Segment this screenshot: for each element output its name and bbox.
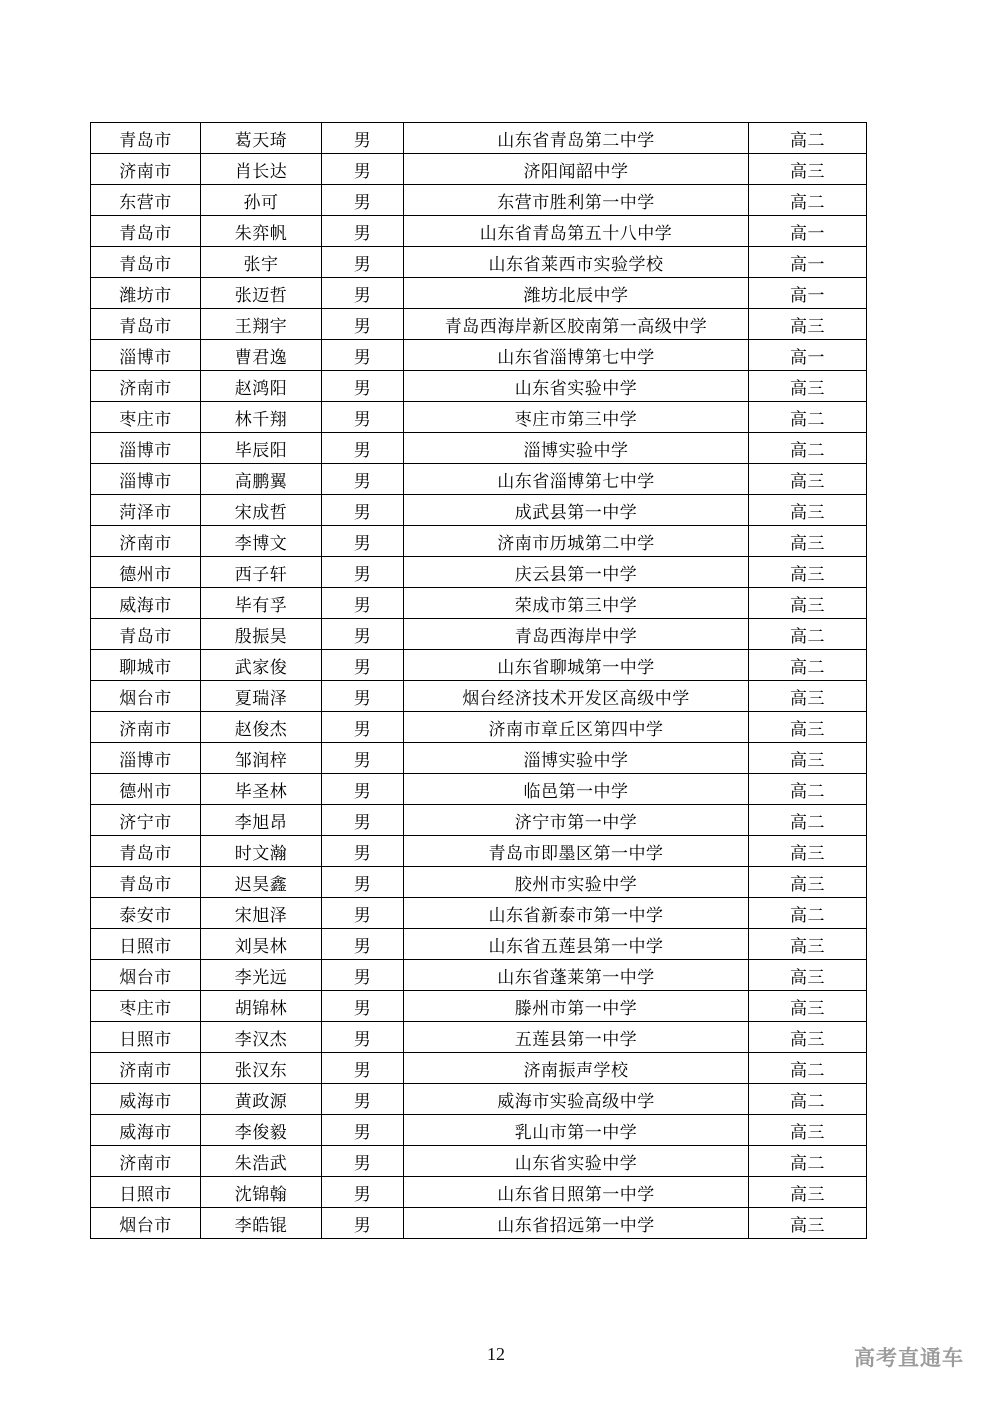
table-row [91, 123, 867, 154]
gender-cell: 男 [322, 1177, 404, 1208]
gender-cell: 男 [322, 278, 404, 309]
school-cell: 乳山市第一中学 [404, 1115, 749, 1146]
school-cell: 临邑第一中学 [404, 774, 749, 805]
name-cell: 李博文 [201, 526, 322, 557]
city-cell: 烟台市 [91, 960, 201, 991]
gender-cell: 男 [322, 309, 404, 340]
table-row [91, 371, 867, 402]
name-cell: 赵鸿阳 [201, 371, 322, 402]
gender-cell: 男 [322, 464, 404, 495]
school-cell: 山东省青岛第五十八中学 [404, 216, 749, 247]
grade-cell: 高二 [749, 898, 867, 929]
grade-cell: 高二 [749, 402, 867, 433]
name-cell: 胡锦林 [201, 991, 322, 1022]
grade-cell: 高二 [749, 1053, 867, 1084]
city-cell: 济南市 [91, 1053, 201, 1084]
gender-cell: 男 [322, 123, 404, 154]
city-cell: 泰安市 [91, 898, 201, 929]
grade-cell: 高三 [749, 154, 867, 185]
school-cell: 青岛西海岸中学 [404, 619, 749, 650]
name-cell: 刘昊林 [201, 929, 322, 960]
grade-cell: 高三 [749, 1022, 867, 1053]
school-cell: 山东省新泰市第一中学 [404, 898, 749, 929]
table-row [91, 836, 867, 867]
grade-cell: 高三 [749, 1208, 867, 1239]
name-cell: 李光远 [201, 960, 322, 991]
grade-cell: 高一 [749, 216, 867, 247]
table-row [91, 433, 867, 464]
grade-cell: 高三 [749, 464, 867, 495]
city-cell: 烟台市 [91, 681, 201, 712]
city-cell: 东营市 [91, 185, 201, 216]
name-cell: 时文瀚 [201, 836, 322, 867]
city-cell: 青岛市 [91, 123, 201, 154]
school-cell: 山东省青岛第二中学 [404, 123, 749, 154]
gender-cell: 男 [322, 1084, 404, 1115]
school-cell: 山东省聊城第一中学 [404, 650, 749, 681]
grade-cell: 高二 [749, 433, 867, 464]
name-cell: 黄政源 [201, 1084, 322, 1115]
name-cell: 张迈哲 [201, 278, 322, 309]
city-cell: 德州市 [91, 774, 201, 805]
school-cell: 庆云县第一中学 [404, 557, 749, 588]
school-cell: 济宁市第一中学 [404, 805, 749, 836]
grade-cell: 高三 [749, 991, 867, 1022]
grade-cell: 高三 [749, 371, 867, 402]
city-cell: 威海市 [91, 1084, 201, 1115]
table-row [91, 619, 867, 650]
school-cell: 济南市历城第二中学 [404, 526, 749, 557]
name-cell: 孙可 [201, 185, 322, 216]
name-cell: 西子轩 [201, 557, 322, 588]
school-cell: 山东省日照第一中学 [404, 1177, 749, 1208]
school-cell: 山东省蓬莱第一中学 [404, 960, 749, 991]
city-cell: 济南市 [91, 712, 201, 743]
gender-cell: 男 [322, 681, 404, 712]
name-cell: 李汉杰 [201, 1022, 322, 1053]
grade-cell: 高三 [749, 867, 867, 898]
city-cell: 枣庄市 [91, 402, 201, 433]
gender-cell: 男 [322, 1146, 404, 1177]
table-row [91, 278, 867, 309]
grade-cell: 高三 [749, 588, 867, 619]
table-row [91, 1146, 867, 1177]
school-cell: 山东省招远第一中学 [404, 1208, 749, 1239]
grade-cell: 高二 [749, 123, 867, 154]
school-cell: 山东省实验中学 [404, 1146, 749, 1177]
name-cell: 宋旭泽 [201, 898, 322, 929]
name-cell: 邹润梓 [201, 743, 322, 774]
table-row [91, 1053, 867, 1084]
table-row [91, 1022, 867, 1053]
city-cell: 德州市 [91, 557, 201, 588]
gender-cell: 男 [322, 805, 404, 836]
grade-cell: 高三 [749, 309, 867, 340]
school-cell: 五莲县第一中学 [404, 1022, 749, 1053]
school-cell: 荣成市第三中学 [404, 588, 749, 619]
table-row [91, 309, 867, 340]
gender-cell: 男 [322, 154, 404, 185]
city-cell: 济南市 [91, 1146, 201, 1177]
table-row [91, 402, 867, 433]
gender-cell: 男 [322, 743, 404, 774]
table-row [91, 681, 867, 712]
table-row [91, 216, 867, 247]
school-cell: 济阳闻韶中学 [404, 154, 749, 185]
grade-cell: 高二 [749, 1084, 867, 1115]
grade-cell: 高一 [749, 278, 867, 309]
name-cell: 肖长达 [201, 154, 322, 185]
watermark-logo: 高考直通车 [854, 1347, 964, 1370]
name-cell: 迟昊鑫 [201, 867, 322, 898]
table-row [91, 588, 867, 619]
table-row [91, 650, 867, 681]
name-cell: 赵俊杰 [201, 712, 322, 743]
table-row [91, 526, 867, 557]
name-cell: 李皓锟 [201, 1208, 322, 1239]
grade-cell: 高一 [749, 340, 867, 371]
name-cell: 毕有孚 [201, 588, 322, 619]
gender-cell: 男 [322, 991, 404, 1022]
city-cell: 潍坊市 [91, 278, 201, 309]
city-cell: 威海市 [91, 588, 201, 619]
grade-cell: 高三 [749, 526, 867, 557]
gender-cell: 男 [322, 774, 404, 805]
school-cell: 枣庄市第三中学 [404, 402, 749, 433]
city-cell: 济南市 [91, 154, 201, 185]
table-row [91, 805, 867, 836]
city-cell: 青岛市 [91, 867, 201, 898]
school-cell: 滕州市第一中学 [404, 991, 749, 1022]
school-cell: 山东省淄博第七中学 [404, 464, 749, 495]
gender-cell: 男 [322, 402, 404, 433]
name-cell: 张宇 [201, 247, 322, 278]
gender-cell: 男 [322, 340, 404, 371]
table-row [91, 898, 867, 929]
grade-cell: 高三 [749, 557, 867, 588]
grade-cell: 高三 [749, 495, 867, 526]
table-row [91, 991, 867, 1022]
name-cell: 沈锦翰 [201, 1177, 322, 1208]
city-cell: 菏泽市 [91, 495, 201, 526]
school-cell: 成武县第一中学 [404, 495, 749, 526]
gender-cell: 男 [322, 216, 404, 247]
name-cell: 毕辰阳 [201, 433, 322, 464]
name-cell: 毕圣林 [201, 774, 322, 805]
table-row [91, 1177, 867, 1208]
school-cell: 山东省实验中学 [404, 371, 749, 402]
city-cell: 威海市 [91, 1115, 201, 1146]
name-cell: 李俊毅 [201, 1115, 322, 1146]
gender-cell: 男 [322, 867, 404, 898]
school-cell: 山东省淄博第七中学 [404, 340, 749, 371]
city-cell: 济南市 [91, 526, 201, 557]
gender-cell: 男 [322, 650, 404, 681]
table-row [91, 743, 867, 774]
grade-cell: 高二 [749, 185, 867, 216]
gender-cell: 男 [322, 526, 404, 557]
grade-cell: 高一 [749, 247, 867, 278]
city-cell: 日照市 [91, 1177, 201, 1208]
school-cell: 青岛西海岸新区胶南第一高级中学 [404, 309, 749, 340]
table-row [91, 867, 867, 898]
name-cell: 武家俊 [201, 650, 322, 681]
gender-cell: 男 [322, 433, 404, 464]
table-body [91, 123, 867, 1239]
grade-cell: 高三 [749, 681, 867, 712]
grade-cell: 高三 [749, 960, 867, 991]
city-cell: 青岛市 [91, 619, 201, 650]
table-row [91, 929, 867, 960]
grade-cell: 高三 [749, 743, 867, 774]
table-row [91, 1208, 867, 1239]
gender-cell: 男 [322, 929, 404, 960]
name-cell: 曹君逸 [201, 340, 322, 371]
city-cell: 济南市 [91, 371, 201, 402]
name-cell: 张汉东 [201, 1053, 322, 1084]
table-row [91, 1115, 867, 1146]
school-cell: 山东省五莲县第一中学 [404, 929, 749, 960]
gender-cell: 男 [322, 712, 404, 743]
gender-cell: 男 [322, 247, 404, 278]
gender-cell: 男 [322, 1115, 404, 1146]
grade-cell: 高三 [749, 712, 867, 743]
grade-cell: 高二 [749, 650, 867, 681]
city-cell: 青岛市 [91, 309, 201, 340]
city-cell: 淄博市 [91, 340, 201, 371]
name-cell: 朱浩武 [201, 1146, 322, 1177]
name-cell: 葛天琦 [201, 123, 322, 154]
student-roster-table [90, 122, 867, 1239]
name-cell: 高鹏翼 [201, 464, 322, 495]
grade-cell: 高二 [749, 774, 867, 805]
gender-cell: 男 [322, 1022, 404, 1053]
school-cell: 济南市章丘区第四中学 [404, 712, 749, 743]
name-cell: 李旭昂 [201, 805, 322, 836]
gender-cell: 男 [322, 836, 404, 867]
table-row [91, 495, 867, 526]
page-number: 12 [487, 1344, 505, 1364]
table-row [91, 185, 867, 216]
school-cell: 山东省莱西市实验学校 [404, 247, 749, 278]
grade-cell: 高二 [749, 805, 867, 836]
gender-cell: 男 [322, 495, 404, 526]
grade-cell: 高二 [749, 619, 867, 650]
city-cell: 淄博市 [91, 464, 201, 495]
gender-cell: 男 [322, 619, 404, 650]
school-cell: 烟台经济技术开发区高级中学 [404, 681, 749, 712]
table-row [91, 557, 867, 588]
gender-cell: 男 [322, 557, 404, 588]
gender-cell: 男 [322, 960, 404, 991]
table-row [91, 247, 867, 278]
city-cell: 青岛市 [91, 836, 201, 867]
city-cell: 济宁市 [91, 805, 201, 836]
city-cell: 青岛市 [91, 216, 201, 247]
name-cell: 宋成哲 [201, 495, 322, 526]
name-cell: 夏瑞泽 [201, 681, 322, 712]
city-cell: 淄博市 [91, 433, 201, 464]
school-cell: 胶州市实验中学 [404, 867, 749, 898]
grade-cell: 高三 [749, 1177, 867, 1208]
city-cell: 日照市 [91, 1022, 201, 1053]
school-cell: 青岛市即墨区第一中学 [404, 836, 749, 867]
name-cell: 殷振昊 [201, 619, 322, 650]
gender-cell: 男 [322, 588, 404, 619]
table-row [91, 340, 867, 371]
table-row [91, 464, 867, 495]
city-cell: 日照市 [91, 929, 201, 960]
school-cell: 威海市实验高级中学 [404, 1084, 749, 1115]
school-cell: 济南振声学校 [404, 1053, 749, 1084]
city-cell: 烟台市 [91, 1208, 201, 1239]
grade-cell: 高二 [749, 1146, 867, 1177]
table-row [91, 154, 867, 185]
grade-cell: 高三 [749, 929, 867, 960]
school-cell: 淄博实验中学 [404, 743, 749, 774]
school-cell: 东营市胜利第一中学 [404, 185, 749, 216]
name-cell: 林千翔 [201, 402, 322, 433]
gender-cell: 男 [322, 1208, 404, 1239]
city-cell: 枣庄市 [91, 991, 201, 1022]
gender-cell: 男 [322, 185, 404, 216]
table-row [91, 712, 867, 743]
gender-cell: 男 [322, 371, 404, 402]
city-cell: 聊城市 [91, 650, 201, 681]
table-row [91, 1084, 867, 1115]
city-cell: 青岛市 [91, 247, 201, 278]
school-cell: 淄博实验中学 [404, 433, 749, 464]
name-cell: 王翔宇 [201, 309, 322, 340]
name-cell: 朱弈帆 [201, 216, 322, 247]
table-row [91, 774, 867, 805]
table-row [91, 960, 867, 991]
school-cell: 潍坊北辰中学 [404, 278, 749, 309]
gender-cell: 男 [322, 1053, 404, 1084]
gender-cell: 男 [322, 898, 404, 929]
grade-cell: 高三 [749, 1115, 867, 1146]
grade-cell: 高三 [749, 836, 867, 867]
city-cell: 淄博市 [91, 743, 201, 774]
